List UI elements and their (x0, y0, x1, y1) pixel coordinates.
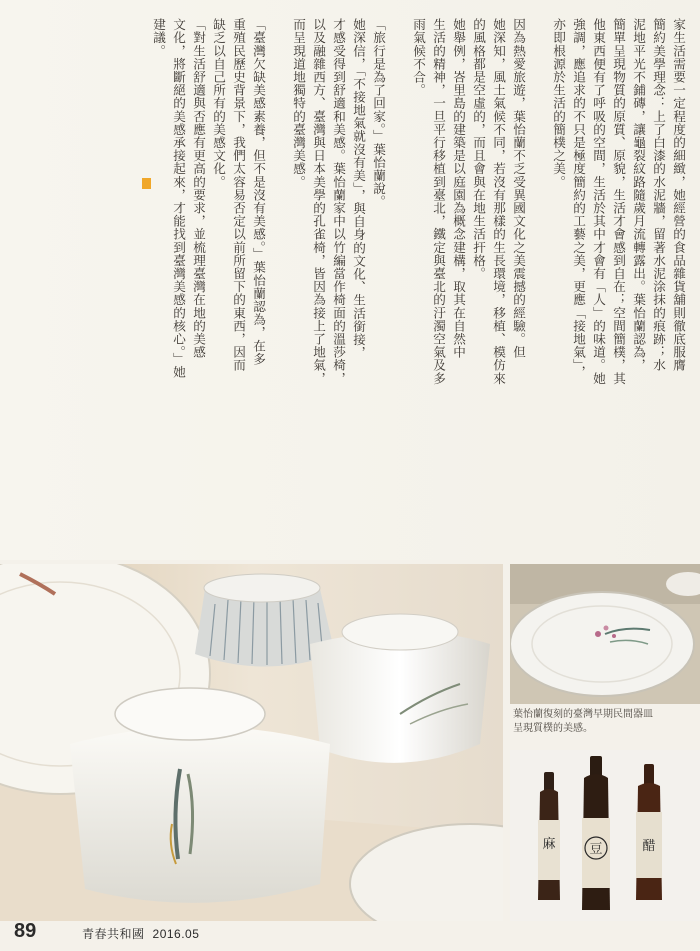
article-column: 缺乏以自己所有的美感文化。 (211, 18, 226, 189)
article-column: 她深信，「不接地氣就沒有美」，與自身的文化、生活銜接， (351, 18, 366, 360)
article-column: 泥地平光不鋪磚，讓龜裂紋路隨歲月流轉露出。葉怡蘭認為， (631, 18, 646, 372)
article-column: 生活的精神，一旦平行移植到臺北，鐵定與臺北的汙濁空氣及多 (431, 18, 446, 385)
caption-line: 葉怡蘭復刻的臺灣早期民間器皿 (513, 709, 653, 720)
article-end-mark (142, 178, 151, 189)
bowls-photo (0, 564, 503, 921)
article-column: 以及融雜西方、臺灣與日本美學的孔雀椅，皆因為接上了地氣， (311, 18, 326, 385)
article-column: 強調，應追求的不只是極度簡約的工藝之美，更應「接地氣」， (571, 18, 586, 379)
article-column: 雨氣候不合。 (411, 18, 426, 97)
article-column: 簡約美學理念：上了白漆的水泥牆，留著水泥涂抹的痕跡；水 (651, 18, 666, 372)
plate-illustration (510, 564, 700, 704)
article-column: 的風格都是空虛的，而且會與在地生活扞格。 (471, 18, 486, 280)
article-column: 她舉例，峇里島的建築是以庭園為概念建構，取其在自然中 (451, 18, 466, 359)
article-column: 簡單呈現物質的原質、原貌，生活才會感到自在；空間簡樸，其 (611, 18, 626, 385)
bottles-illustration (510, 750, 700, 922)
bottle-label: 醋 (642, 839, 656, 854)
bottles-photo (510, 750, 700, 922)
article-column: 文化，將斷絕的美感承接起來，才能找到臺灣美感的核心。」她 (171, 18, 186, 379)
bottle-label: 麻 (542, 837, 556, 852)
article-column: 重殖民歷史背景下，我們太容易否定以前所留下的東西，因而 (231, 18, 246, 372)
article-column: 她深知，風土氣候不同，若沒有那樣的生長環境，移植、模仿來 (491, 18, 506, 385)
article-column: 亦即根源於生活的簡樸之美。 (551, 18, 566, 189)
bottle-label: 豆 (589, 842, 603, 857)
plate-photo (510, 564, 700, 704)
article-column: 家生活需要一定程度的細緻，她經營的食品雜貨舖則徹底服膺 (671, 18, 686, 372)
article-column: 「對生活舒適與否應有更高的要求，並梳理臺灣在地的美感 (191, 18, 206, 359)
article-column: 「臺灣欠缺美感素養，但不是沒有美感。」葉怡蘭認為，在多 (251, 18, 266, 366)
magazine-name: 青春共和國 (82, 927, 145, 941)
page-number: 89 (14, 920, 37, 942)
article-column: 「旅行是為了回家。」葉怡蘭說。 (371, 18, 386, 209)
caption-line: 呈現質樸的美感。 (513, 723, 593, 734)
article-column: 建議。 (151, 18, 166, 58)
photo-caption (513, 708, 698, 736)
article-column: 因為熱愛旅遊，葉怡蘭不乏受異國文化之美震撼的經驗。但 (511, 18, 526, 359)
article-column: 才感受得到舒適和美感。葉怡蘭家中以竹編當作椅面的溫莎椅， (331, 18, 346, 385)
article-column: 而呈現道地獨特的臺灣美感。 (291, 18, 306, 189)
magazine-info (82, 925, 199, 942)
issue-date: 2016.05 (152, 927, 200, 941)
article-column: 他東西便有了呼吸的空間，生活於其中才會有「人」的味道。她 (591, 18, 606, 385)
bowls-illustration (0, 564, 503, 921)
